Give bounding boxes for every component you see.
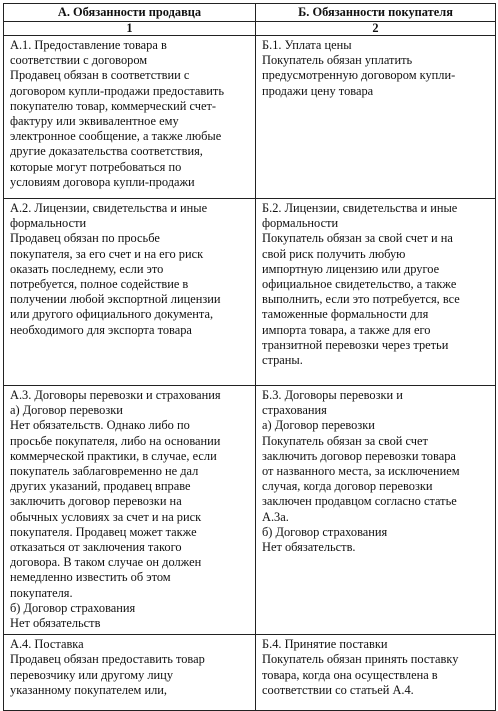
text-line: А.2. Лицензии, свидетельства и иные xyxy=(10,201,208,215)
text-line: условиям договора купли-продажи xyxy=(10,174,195,189)
text-line: предусмотренную договором купли- xyxy=(262,68,456,83)
text-line: формальности xyxy=(10,216,87,231)
text-line: Покупатель обязан за свой счет и на xyxy=(262,231,453,246)
text-line: указанному покупателем или, xyxy=(10,682,168,697)
text-line: Нет обязательств. Однако либо по xyxy=(10,418,190,433)
text-line: договора. В таком случае он должен xyxy=(10,555,202,570)
text-line: Б.2. Лицензии, свидетельства и иные xyxy=(262,201,458,215)
text-line: Б.4. Принятие поставки xyxy=(262,637,388,652)
text-line: договором купли-продажи предоставить xyxy=(10,83,224,98)
obligations-table xyxy=(3,3,496,711)
text-line: транзитной перевозки через третьи xyxy=(262,337,449,352)
text-line: или другого официального документа, xyxy=(10,307,214,322)
seller-cell xyxy=(4,635,256,711)
column-number-buyer: 2 xyxy=(256,22,496,36)
text-line: обычных условиях за счет и на риск xyxy=(10,509,202,524)
seller-cell xyxy=(4,36,256,199)
text-line: получении любой экспортной лицензии xyxy=(10,292,221,307)
text-line: покупатель заблаговременно не дал xyxy=(10,464,199,479)
text-line: перевозчику или другому лицу xyxy=(10,667,174,682)
text-line: Нет обязательств xyxy=(10,616,101,631)
table-header-row xyxy=(4,4,496,22)
text-line: формальности xyxy=(262,216,339,231)
text-line: А.1. Предоставление товара в xyxy=(10,38,167,52)
text-line: заключить договор перевозки товара xyxy=(262,448,456,463)
text-line: другие доказательства соответствия, xyxy=(10,144,203,159)
text-line: соответствии со статьей А.4. xyxy=(262,682,414,697)
seller-cell xyxy=(4,386,256,635)
buyer-cell xyxy=(256,386,496,635)
text-line: Продавец обязан предоставить товар xyxy=(10,652,205,667)
text-line: которые могут потребоваться по xyxy=(10,159,182,174)
text-line: немедленно известить об этом xyxy=(10,570,171,585)
text-line: от названного места, за исключением xyxy=(262,464,460,479)
text-line: потребуется, полное содействие в xyxy=(10,277,189,292)
text-line: соответствии с договором xyxy=(10,53,148,68)
text-line: заключить договор перевозки на xyxy=(10,494,182,509)
column-header-seller: А. Обязанности продавца xyxy=(4,4,256,22)
text-line: импорта товара, а также для его xyxy=(262,322,431,337)
text-line: страхования xyxy=(262,403,327,418)
text-line: страны. xyxy=(262,353,303,368)
column-number-row xyxy=(4,22,496,36)
text-line: случая, когда договор перевозки xyxy=(262,479,433,494)
text-line: а) Договор перевозки xyxy=(10,403,123,418)
text-line: Покупатель обязан принять поставку xyxy=(262,652,459,667)
table-row xyxy=(4,199,496,386)
text-line: необходимого для экспорта товара xyxy=(10,322,192,337)
text-line: выполнить, если это потребуется, все xyxy=(262,292,460,307)
buyer-cell xyxy=(256,199,496,386)
text-line: покупателя, за его счет и на его риск xyxy=(10,246,204,261)
text-line: таможенные формальности для xyxy=(262,307,429,322)
text-line: А.3а. xyxy=(262,509,289,524)
text-line: б) Договор страхования xyxy=(262,524,388,539)
text-line: других указаний, продавец вправе xyxy=(10,479,191,494)
text-line: покупателя. xyxy=(10,585,73,600)
buyer-cell xyxy=(256,635,496,711)
text-line: коммерческой практики, в случае, если xyxy=(10,448,217,463)
buyer-cell xyxy=(256,36,496,199)
text-line: А.4. Поставка xyxy=(10,637,84,652)
text-line: официальное свидетельство, а также xyxy=(262,277,457,292)
text-line: электронное сообщение, а также любые xyxy=(10,129,222,144)
text-line: свой риск получить любую xyxy=(262,246,406,261)
table-row xyxy=(4,386,496,635)
text-line: Б.1. Уплата цены xyxy=(262,38,352,52)
text-line: фактуру или эквивалентное ему xyxy=(10,114,179,129)
table-row xyxy=(4,635,496,711)
text-line: оказать последнему, если это xyxy=(10,261,164,276)
text-line: Покупатель обязан за свой счет xyxy=(262,433,428,448)
text-line: товара, когда она осуществлена в xyxy=(262,667,438,682)
text-line: покупателя. Продавец может также xyxy=(10,524,197,539)
table-row xyxy=(4,36,496,199)
text-line: просьбе покупателя, либо на основании xyxy=(10,433,221,448)
column-number-seller: 1 xyxy=(4,22,256,36)
text-line: А.3. Договоры перевозки и страхования xyxy=(10,388,221,402)
text-line: Покупатель обязан уплатить xyxy=(262,53,413,68)
seller-cell xyxy=(4,199,256,386)
text-line: покупателю товар, коммерческий счет- xyxy=(10,98,217,113)
text-line: Нет обязательств. xyxy=(262,540,356,555)
text-line: продажи цену товара xyxy=(262,83,374,98)
text-line: отказаться от заключения такого xyxy=(10,540,182,555)
text-line: б) Договор страхования xyxy=(10,600,136,615)
text-line: Продавец обязан в соответствии с xyxy=(10,68,190,83)
text-line: Б.3. Договоры перевозки и xyxy=(262,388,403,402)
text-line: Продавец обязан по просьбе xyxy=(10,231,160,246)
text-line: импортную лицензию или другое xyxy=(262,261,440,276)
text-line: а) Договор перевозки xyxy=(262,418,375,433)
text-line: заключен продавцом согласно статье xyxy=(262,494,457,509)
column-header-buyer: Б. Обязанности покупателя xyxy=(256,4,496,22)
